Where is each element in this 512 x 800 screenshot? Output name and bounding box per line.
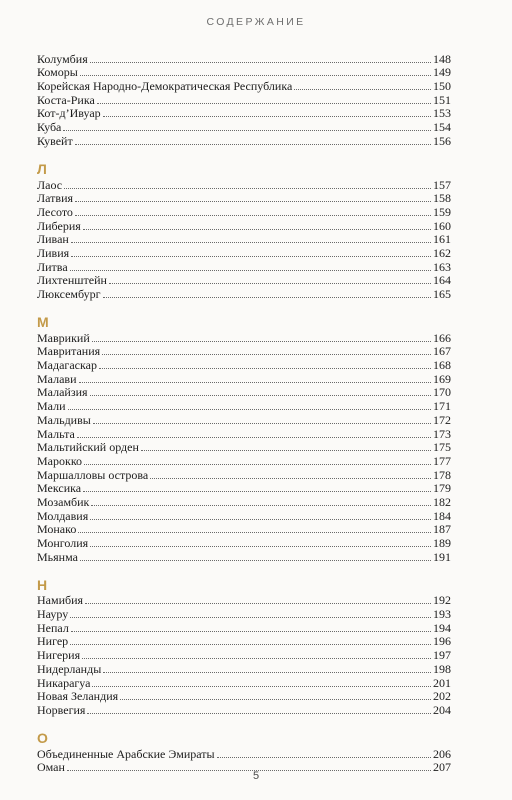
entry-name: Мали [37,399,66,414]
dot-leader [103,672,431,673]
entry-name: Никарагуа [37,675,91,690]
dot-leader [70,617,431,618]
toc-entry[interactable] [37,675,451,689]
entry-name: Либерия [37,218,81,233]
toc-entry[interactable] [37,232,451,246]
dot-leader [99,368,431,369]
toc-entry[interactable] [37,92,451,106]
dot-leader [90,62,431,63]
entry-page-number: 191 [433,549,451,564]
entry-page-number: 184 [433,508,451,523]
dot-leader [90,395,431,396]
entry-page-number: 206 [433,746,451,761]
entry-name: Коста-Рика [37,92,95,107]
entry-name: Марокко [37,453,83,468]
toc-entry[interactable] [37,357,451,371]
page-header: СОДЕРЖАНИЕ [206,16,306,28]
entry-name: Ливан [37,232,69,247]
toc-entry[interactable] [37,606,451,620]
dot-leader [71,256,431,257]
entry-name: Коморы [37,65,78,80]
entry-name: Малави [37,371,77,386]
entry-name: Науру [37,607,69,622]
dot-leader [92,341,431,342]
entry-page-number: 197 [433,648,451,663]
entry-page-number: 154 [433,120,451,135]
toc-entry[interactable] [37,78,451,92]
toc-section [37,51,451,147]
entry-name: Монголия [37,536,89,550]
entry-name: Люксембург [37,287,101,301]
toc-entry[interactable] [37,634,451,648]
dot-leader [63,130,431,131]
dot-leader [75,144,431,145]
dot-leader [93,423,431,424]
toc-entry[interactable] [37,119,451,133]
section-letter: М [37,314,49,330]
entry-name: Куба [37,120,62,135]
entry-page-number: 192 [433,593,451,608]
entry-page-number: 204 [433,702,451,717]
dot-leader [82,658,431,659]
entry-name: Мьянма [37,549,78,564]
entry-name: Кот-д’Ивуар [37,106,101,121]
entry-page-number: 148 [433,51,451,66]
section-letter: Л [37,160,47,177]
dot-leader [68,409,431,410]
toc-section [37,570,451,716]
entry-page-number: 165 [433,287,451,301]
entry-page-number: 164 [433,273,451,288]
section-letter: Н [37,576,48,593]
dot-leader [70,644,431,645]
toc-entry[interactable] [37,286,451,300]
entry-name: Малайзия [37,385,88,400]
entry-page-number: 162 [433,245,451,260]
toc-entry[interactable] [37,481,451,495]
entry-page-number: 177 [433,453,451,468]
toc-entry[interactable] [37,51,451,65]
entry-page-number: 178 [433,467,451,482]
entry-name: Намибия [37,593,84,608]
dot-leader [84,464,431,465]
toc-entry[interactable] [37,620,451,634]
entry-page-number: 179 [433,481,451,496]
entry-page-number: 167 [433,344,451,359]
entry-page-number: 166 [433,330,451,345]
entry-name: Молдавия [37,508,89,523]
toc-entry[interactable] [37,467,451,481]
toc-entry[interactable] [37,426,451,440]
dot-leader [120,699,431,700]
dot-leader [71,631,431,632]
entry-name: Нигерия [37,648,81,663]
dot-leader [80,75,431,76]
toc-entry[interactable] [37,344,451,358]
dot-leader [90,546,431,547]
entry-name: Норвегия [37,702,86,717]
section-letter: О [37,729,48,746]
entry-name: Монако [37,522,77,537]
entry-page-number: 171 [433,399,451,414]
dot-leader [75,215,431,216]
toc-entry[interactable] [37,647,451,661]
entry-page-number: 160 [433,218,451,233]
dot-leader [87,713,431,714]
toc-entry[interactable] [37,106,451,120]
entry-page-number: 175 [433,440,451,455]
toc-entry[interactable] [37,661,451,675]
entry-page-number: 187 [433,522,451,537]
entry-name: Мавритания [37,344,101,359]
toc-entry[interactable] [37,133,451,147]
entry-page-number: 151 [433,92,451,107]
toc-entry[interactable] [37,218,451,232]
entry-name: Корейская Народно-Демократическая Республика [37,79,293,94]
dot-leader [75,201,431,202]
toc-entry[interactable] [37,412,451,426]
entry-name: Объединенные Арабские Эмираты [37,746,215,761]
entry-page-number: 194 [433,620,451,635]
dot-leader [83,491,431,492]
dot-leader [77,437,431,438]
toc-entry[interactable] [37,508,451,522]
toc-entry[interactable] [37,440,451,454]
entry-name: Нидерланды [37,661,102,676]
entry-name: Мальдивы [37,412,91,427]
entry-name: Мексика [37,481,82,496]
entry-page-number: 173 [433,426,451,441]
entry-page-number: 158 [433,191,451,206]
entry-name: Кувейт [37,133,73,148]
entry-name: Ливия [37,245,70,260]
dot-leader [79,382,431,383]
table-of-contents [37,51,451,773]
dot-leader [141,450,431,451]
toc-entry[interactable] [37,689,451,703]
entry-name: Непал [37,620,69,635]
entry-name: Лаос [37,177,63,192]
entry-name: Маршалловы острова [37,467,149,482]
entry-page-number: 196 [433,634,451,649]
dot-leader [71,242,431,243]
toc-entry[interactable] [37,535,451,549]
dot-leader [90,519,431,520]
dot-leader [92,686,431,687]
toc-entry[interactable] [37,191,451,205]
toc-entry[interactable] [37,549,451,563]
entry-page-number: 207 [433,760,451,775]
dot-leader [103,297,431,298]
entry-page-number: 189 [433,536,451,550]
toc-entry[interactable] [37,273,451,287]
entry-page-number: 157 [433,177,451,192]
entry-page-number: 198 [433,661,451,676]
entry-name: Мадагаскар [37,358,97,373]
toc-entry[interactable] [37,245,451,259]
entry-name: Оман [37,760,65,775]
entry-name: Мальта [37,426,75,441]
entry-name: Латвия [37,191,74,206]
dot-leader [150,478,431,479]
toc-entry[interactable] [37,371,451,385]
entry-page-number: 182 [433,494,451,509]
entry-page-number: 163 [433,259,451,274]
toc-entry[interactable] [37,398,451,412]
entry-page-number: 149 [433,65,451,80]
entry-name: Мальтийский орден [37,440,139,455]
toc-entry[interactable] [37,204,451,218]
entry-page-number: 150 [433,79,451,94]
toc-entry[interactable] [37,702,451,716]
dot-leader [103,116,431,117]
toc-entry[interactable] [37,593,451,607]
entry-name: Нигер [37,634,69,649]
toc-section [37,154,451,300]
entry-name: Колумбия [37,51,88,66]
dot-leader [97,103,431,104]
entry-page-number: 159 [433,204,451,219]
dot-leader [85,603,431,604]
dot-leader [83,229,431,230]
entry-name: Литва [37,259,68,274]
toc-entry[interactable] [37,385,451,399]
entry-page-number: 156 [433,133,451,148]
entry-page-number: 202 [433,689,451,704]
entry-name: Лесото [37,204,73,219]
toc-entry[interactable] [37,453,451,467]
toc-entry[interactable] [37,522,451,536]
toc-entry[interactable] [37,177,451,191]
toc-section [37,723,451,773]
entry-page-number: 170 [433,385,451,400]
entry-page-number: 168 [433,358,451,373]
toc-section [37,307,451,563]
entry-page-number: 172 [433,412,451,427]
toc-entry[interactable] [37,494,451,508]
entry-page-number: 193 [433,607,451,622]
entry-name: Мозамбик [37,494,90,509]
entry-page-number: 161 [433,232,451,247]
entry-name: Лихтенштейн [37,273,107,288]
dot-leader [217,757,431,758]
toc-entry[interactable] [37,259,451,273]
dot-leader [70,270,431,271]
dot-leader [80,560,431,561]
entry-page-number: 169 [433,371,451,386]
toc-entry[interactable] [37,330,451,344]
dot-leader [109,283,431,284]
dot-leader [102,354,431,355]
toc-entry[interactable] [37,65,451,79]
dot-leader [294,89,431,90]
dot-leader [78,532,431,533]
page-number: 5 [252,770,260,782]
entry-page-number: 153 [433,106,451,121]
entry-page-number: 201 [433,675,451,690]
toc-entry[interactable] [37,746,451,760]
dot-leader [91,505,431,506]
entry-name: Маврикий [37,330,90,345]
dot-leader [64,188,431,189]
entry-name: Новая Зеландия [37,689,119,704]
